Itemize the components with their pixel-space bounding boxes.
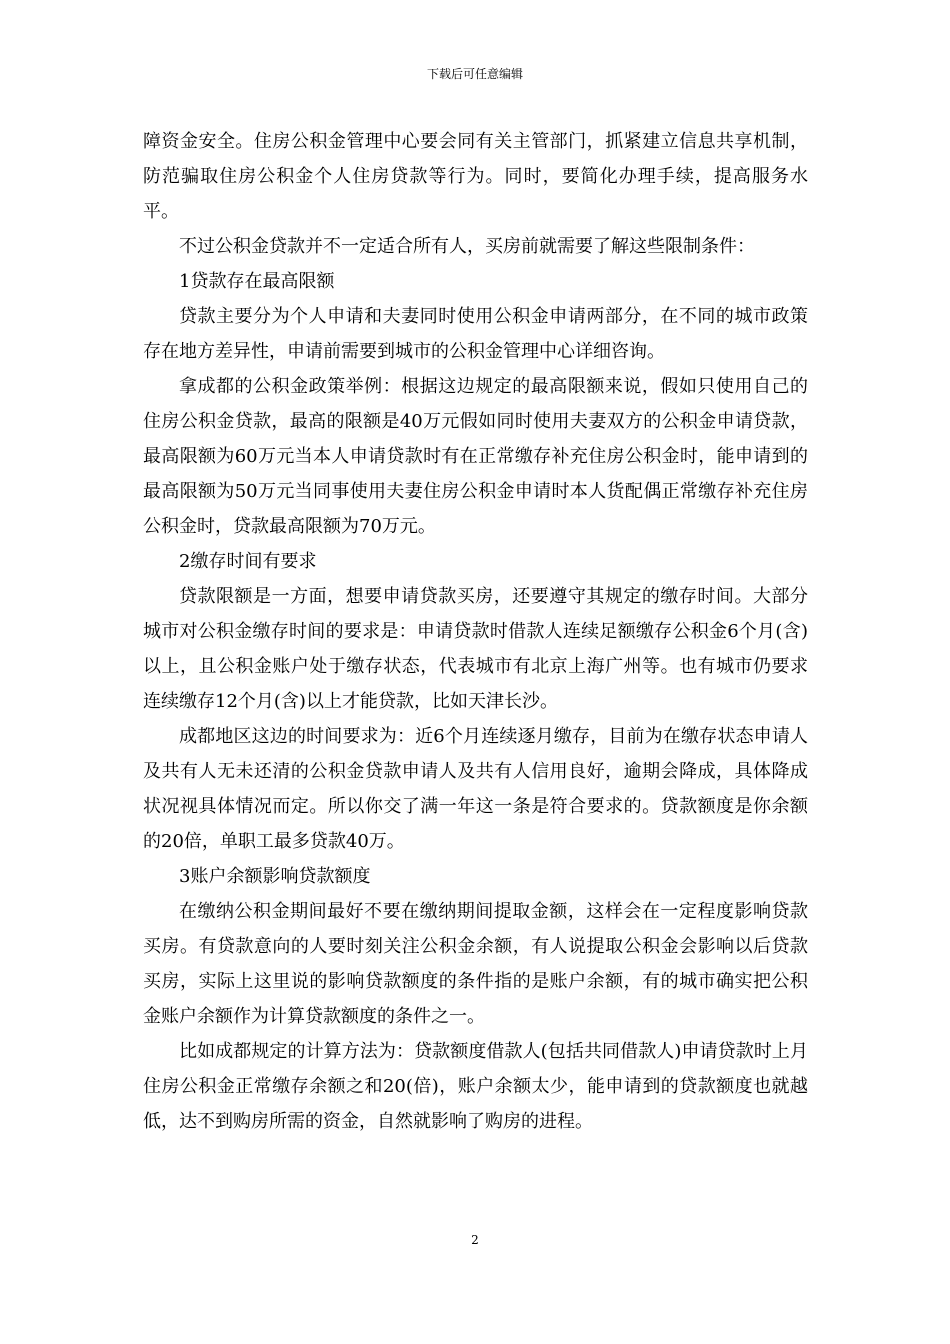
section-heading: 1贷款存在最高限额 xyxy=(179,271,335,292)
page-number: 2 xyxy=(471,1233,479,1247)
paragraph: 在缴纳公积金期间最好不要在缴纳期间提取金额，这样会在一定程度影响贷款买房。有贷款意向的人要时刻关注公积金余额，有人说提取公积金会影响以后贷款买房，实际上这里说的影响贷款额度的条件指的是账户余额，有的城市确实把公积金账户余额作为计算贷款额度的条件之一。 xyxy=(143,901,808,1027)
paragraph: 拿成都的公积金政策举例：根据这边规定的最高限额来说，假如只使用自己的住房公积金贷款，最高的限额是40万元假如同时使用夫妻双方的公积金申请贷款，最高限额为60万元当本人申请贷款时有在正常缴存补充住房公积金时，能申请到的最高限额为50万元当同事使用夫妻住房公积金申请时本人货配偶正常缴存补充住房公积金时，贷款最高限额为70万元。 xyxy=(143,376,808,537)
paragraph: 不过公积金贷款并不一定适合所有人，买房前就需要了解这些限制条件： xyxy=(179,236,755,257)
section-heading: 3账户余额影响贷款额度 xyxy=(179,866,371,887)
section-heading: 2缴存时间有要求 xyxy=(179,551,317,572)
paragraph: 比如成都规定的计算方法为：贷款额度借款人(包括共同借款人)申请贷款时上月住房公积金正常缴存余额之和20(倍)，账户余额太少，能申请到的贷款额度也就越低，达不到购房所需的资金，自然就影响了购房的进程。 xyxy=(143,1041,808,1132)
paragraph: 贷款主要分为个人申请和夫妻同时使用公积金申请两部分，在不同的城市政策存在地方差异性，申请前需要到城市的公积金管理中心详细咨询。 xyxy=(143,306,808,362)
paragraph: 成都地区这边的时间要求为：近6个月连续逐月缴存，目前为在缴存状态申请人及共有人无未还清的公积金贷款申请人及共有人信用良好，逾期会降成，具体降成状况视具体情况而定。所以你交了满一年这一条是符合要求的。贷款额度是你余额的20倍，单职工最多贷款40万。 xyxy=(143,726,808,852)
document-body xyxy=(143,124,808,1139)
paragraph: 贷款限额是一方面，想要申请贷款买房，还要遵守其规定的缴存时间。大部分城市对公积金缴存时间的要求是：申请贷款时借款人连续足额缴存公积金6个月(含)以上，且公积金账户处于缴存状态，代表城市有北京上海广州等。也有城市仍要求连续缴存12个月(含)以上才能贷款，比如天津长沙。 xyxy=(143,586,808,712)
paragraph: 障资金安全。住房公积金管理中心要会同有关主管部门，抓紧建立信息共享机制，防范骗取住房公积金个人住房贷款等行为。同时，要简化办理手续，提高服务水平。 xyxy=(143,131,808,222)
page-header: 下载后可任意编辑 xyxy=(426,67,523,81)
